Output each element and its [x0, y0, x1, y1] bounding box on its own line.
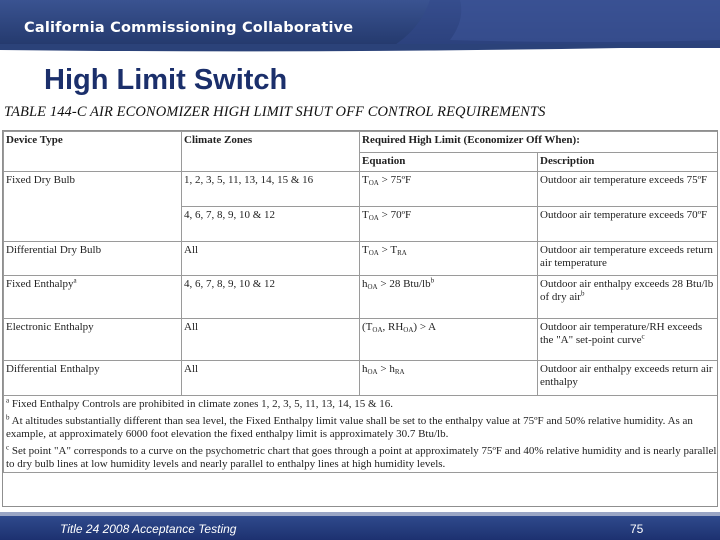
requirements-table [2, 130, 718, 507]
equation-cell: TOA > 70ºF [360, 207, 538, 242]
equation-cell: hOA > 28 Btu/$lb^b$ [360, 276, 538, 319]
header-swoosh [0, 44, 720, 54]
climate-zones-cell: All [182, 319, 360, 361]
description-cell: Outdoor air enthalpy exceeds return air enthalpy [538, 361, 719, 396]
brand-name: California Commissioning Collaborative [24, 20, 354, 36]
page-number: 75 [630, 522, 644, 536]
climate-zones-cell: 4, 6, 7, 8, 9, 10 & 12 [182, 207, 360, 242]
header-device-type: Device Type [4, 132, 182, 172]
footnote-a: $^a$ Fixed Enthalpy Controls are prohibited in climate zones 1, 2, 3, 5, 11, 13, 14, 15 & 16. [6, 396, 394, 410]
description-cell: Outdoor air temperature/RH exceeds the "A" set-point curve$^c$ [538, 319, 719, 361]
header-description: Description [538, 153, 719, 172]
equation-cell: hOA > hRA [360, 361, 538, 396]
climate-zones-cell: All [182, 242, 360, 276]
climate-zones-cell: 4, 6, 7, 8, 9, 10 & 12 [182, 276, 360, 319]
table-row [4, 319, 719, 361]
description-cell: Outdoor air temperature exceeds return air temperature [538, 242, 719, 276]
climate-zones-cell: 1, 2, 3, 5, 11, 13, 14, 15 & 16 [182, 172, 360, 207]
header-equation: Equation [360, 153, 538, 172]
footnote-c: $^c$ Set point "A" corresponds to a curve on the psychometric chart that goes through a point at approximately 75ºF and 40% relative humidity and is nearly parallel to dry bulb lines at low humidity levels and nearly parallel to enthalpy lines at high humidity levels. [6, 443, 717, 470]
device-type-cell: Fixed Dry Bulb [4, 172, 182, 242]
page-title: High Limit Switch [44, 64, 288, 96]
table-notes-row [4, 396, 719, 473]
table-row [4, 242, 719, 276]
device-type-cell: Differential Dry Bulb [4, 242, 182, 276]
header-decoration [390, 0, 720, 48]
device-type-cell: Electronic Enthalpy [4, 319, 182, 361]
table-row [4, 361, 719, 396]
footer-text: Title 24 2008 Acceptance Testing [60, 522, 237, 536]
device-type-cell: Differential Enthalpy [4, 361, 182, 396]
equation-cell: TOA > 75ºF [360, 172, 538, 207]
equation-cell: (TOA, RHOA) > A [360, 319, 538, 361]
device-type-cell: Fixed Enthalpy$^a$ [4, 276, 182, 319]
description-cell: Outdoor air enthalpy exceeds 28 Btu/lb of dry air$^b$ [538, 276, 719, 319]
footnote-b: $^b$ At altitudes substantially different than sea level, the Fixed Enthalpy limit value shall be set to the enthalpy value at 75ºF and 50% relative humidity. As an example, at approximately 6000 foot elevation the fixed enthalpy limit is approximately 30.7 Btu/lb. [6, 413, 693, 440]
table-row [4, 172, 719, 207]
climate-zones-cell: All [182, 361, 360, 396]
equation-cell: TOA > TRA [360, 242, 538, 276]
header-climate-zones: Climate Zones [182, 132, 360, 172]
table-row [4, 276, 719, 319]
description-cell: Outdoor air temperature exceeds 75ºF [538, 172, 719, 207]
header-required-limit: Required High Limit (Economizer Off When): [360, 132, 719, 153]
table-caption: TABLE 144-C AIR ECONOMIZER HIGH LIMIT SHUT OFF CONTROL REQUIREMENTS [4, 104, 546, 120]
table-notes [4, 396, 719, 473]
description-cell: Outdoor air temperature exceeds 70ºF [538, 207, 719, 242]
